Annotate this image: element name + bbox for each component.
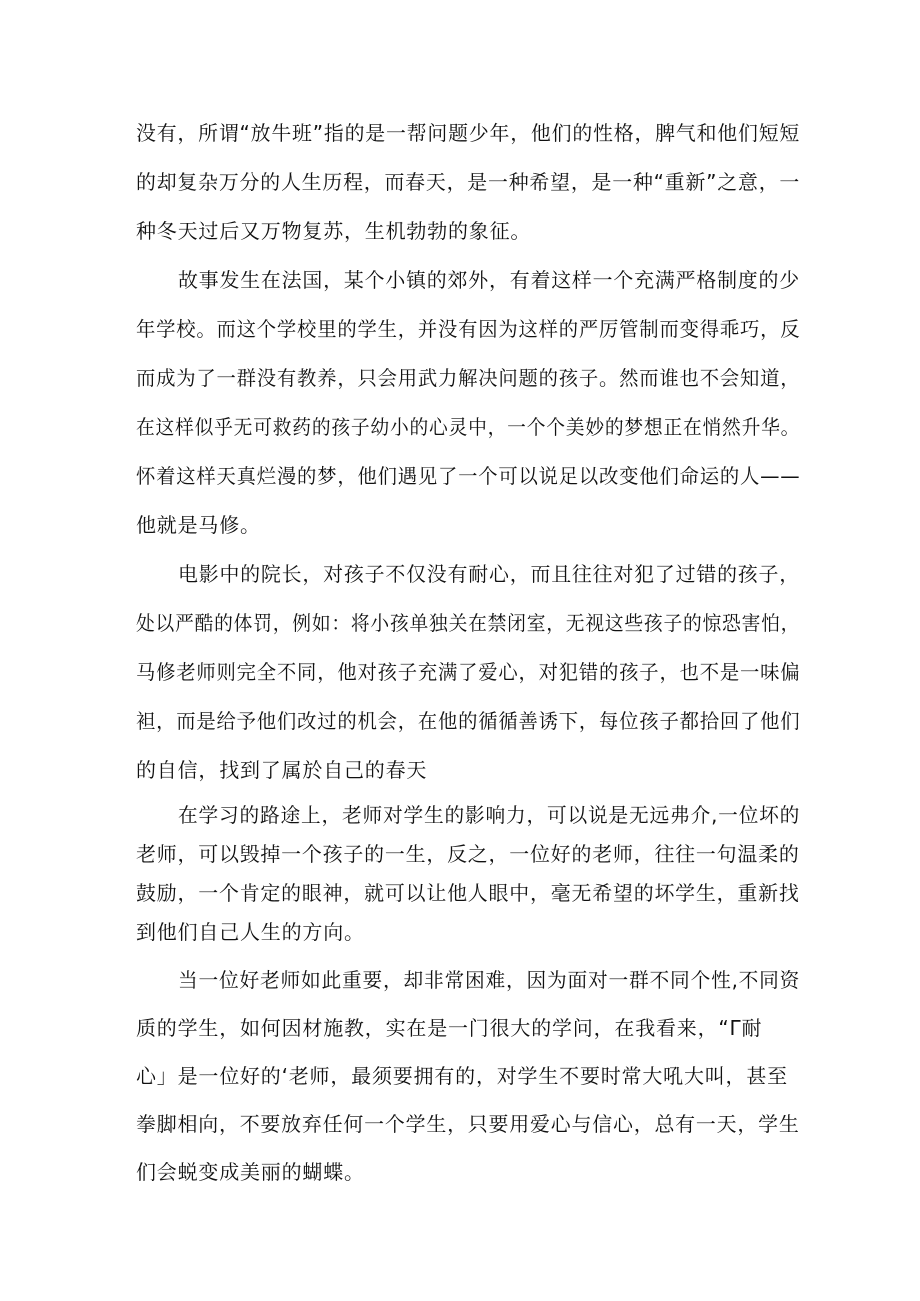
text-line: 的自信，找到了属於自己的春天: [136, 758, 428, 782]
text-line: 怀着这样天真烂漫的梦，他们遇见了一个可以说足以改变他们命运的人——: [136, 464, 801, 488]
text-line: 到他们自己人生的方向。: [136, 920, 365, 944]
text-line: 没有，所谓“放牛班”指的是一帮问题少年，他们的性格，脾气和他们短短: [136, 121, 801, 145]
text-line: 在学习的路途上，老师对学生的影响力，可以说是无远弗介,一位坏的: [178, 803, 801, 827]
text-line: 年学校。而这个学校里的学生，并没有因为这样的严厉管制而变得乖巧，反: [136, 317, 801, 341]
text-line: 而成为了一群没有教养，只会用武力解决问题的孩子。然而谁也不会知道，: [136, 366, 801, 390]
text-line: 电影中的院长，对孩子不仅没有耐心，而且往往对犯了过错的孩子，: [178, 562, 801, 586]
text-line: 马修老师则完全不同，他对孩子充满了爱心，对犯错的孩子，也不是一味偏: [136, 660, 801, 684]
text-line: 的却复杂万分的人生历程，而春天，是一种希望，是一种“重新”之意，一: [136, 170, 801, 194]
text-line: 他就是马修。: [136, 513, 261, 537]
text-line: 种冬天过后又万物复苏，生机勃勃的象征。: [136, 219, 532, 243]
text-line: 当一位好老师如此重要，却非常困难，因为面对一群不同个性,不同资: [178, 968, 801, 992]
text-line: 处以严酷的体罚，例如：将小孩单独关在禁闭室，无视这些孩子的惊恐害怕，: [136, 611, 801, 635]
text-line: 们会蜕变成美丽的蝴蝶。: [136, 1160, 365, 1184]
text-line: 老师，可以毁掉一个孩子的一生，反之，一位好的老师，往往一句温柔的: [136, 842, 800, 866]
text-line: 鼓励，一个肯定的眼神，就可以让他人眼中，毫无希望的坏学生，重新找: [136, 881, 800, 905]
text-line: 心」是一位好的‘老师，最须要拥有的，对学生不要时常大吼大叫，甚至: [136, 1064, 788, 1088]
text-line: 拳脚相向，不要放弃任何一个学生，只要用爱心与信心，总有一天，学生: [136, 1112, 800, 1136]
text-line: 袒，而是给予他们改过的机会，在他的循循善诱下，每位孩子都拾回了他们: [136, 709, 801, 733]
text-line: 在这样似乎无可救药的孩子幼小的心灵中，一个个美妙的梦想正在悄然升华。: [136, 415, 801, 439]
text-line: 质的学生，如何因材施教，实在是一门很大的学问，在我看来，“Γ耐: [136, 1016, 763, 1040]
text-line: 故事发生在法国，某个小镇的郊外，有着这样一个充满严格制度的少: [178, 268, 801, 292]
